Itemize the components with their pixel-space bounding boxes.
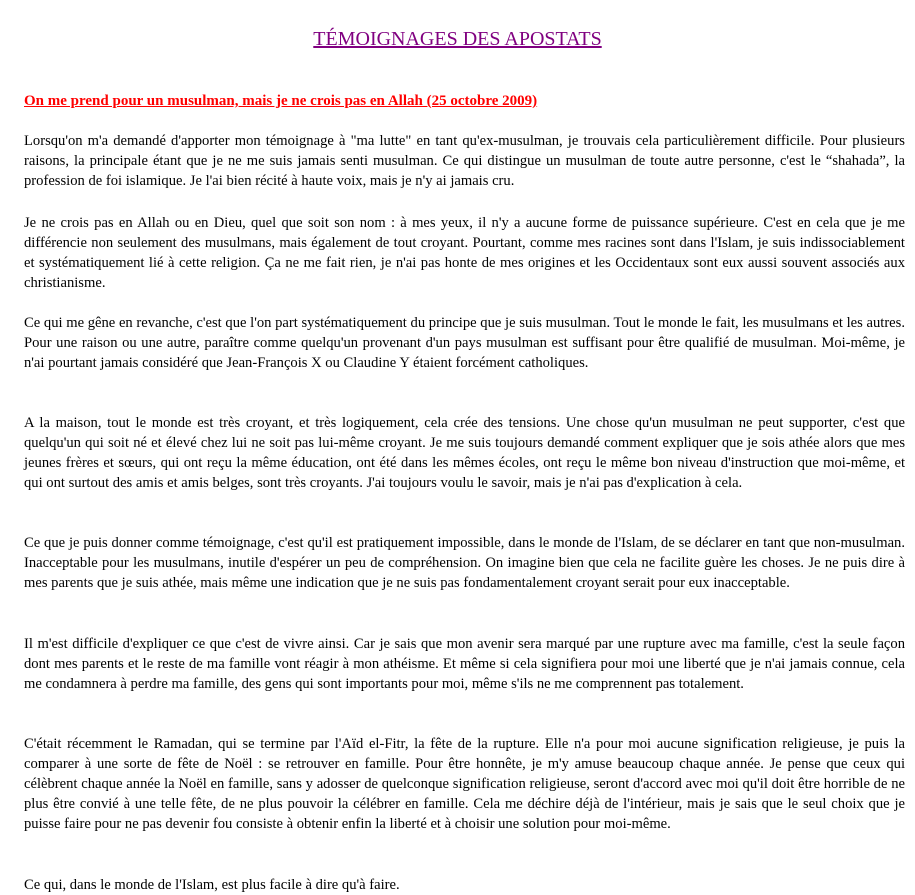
page-title: TÉMOIGNAGES DES APOSTATS (313, 28, 602, 50)
paragraph: A la maison, tout le monde est très croyant, et très logiquement, cela crée des tensions. Une chose qu'un musulman ne peut supporter, c'est que quelqu'un qui soit né et élevé chez lui ne soit pas lui-même croyant. Je me suis toujours demandé comment expliquer que je sois athée alors que mes jeunes frères et sœurs, qui ont reçu la même éducation, ont été dans les mêmes écoles, ont reçu le même bon niveau d'instruction que moi-même, et qui ont surtout des amis et amis belges, sont très croyants. J'ai toujours voulu le savoir, mais je n'ai pas d'explication à cela. (24, 415, 905, 491)
paragraph: Ce qui me gêne en revanche, c'est que l'on part systématiquement du principe que je suis musulman. Tout le monde le fait, les musulmans et les autres. Pour une raison ou une autre, paraître comme quelqu'un provenant d'un pays musulman est suffisant pour être qualifié de musulman. Moi-même, je n'ai pourtant jamais considéré que Jean-François X ou Claudine Y étaient forcément catholiques. (24, 315, 905, 371)
paragraph: Je ne crois pas en Allah ou en Dieu, quel que soit son nom : à mes yeux, il n'y a aucune forme de puissance supérieure. C'est en cela que je me différencie non seulement des musulmans, mais également de tout croyant. Pourtant, comme mes racines sont dans l'Islam, je suis indissociablement et systématiquement lié à cette religion. Ça ne me fait rien, je n'ai pas honte de mes origines et les Occidentaux sont eux aussi souvent associés aux christianisme. (24, 215, 905, 291)
paragraph: Ce que je puis donner comme témoignage, c'est qu'il est pratiquement impossible, dans le monde de l'Islam, de se déclarer en tant que non-musulman. Inacceptable pour les musulmans, inutile d'espérer un peu de compréhension. On imagine bien que cela ne facilite guère les choses. Je ne puis dire à mes parents que je suis athée, mais même une indication que je ne suis pas fondamentalement croyant serait pour eux inacceptable. (24, 535, 905, 591)
paragraph: Ce qui, dans le monde de l'Islam, est plus facile à dire qu'à faire. (24, 877, 400, 893)
paragraph: C'était récemment le Ramadan, qui se termine par l'Aïd el-Fitr, la fête de la rupture. Elle n'a pour moi aucune signification religieuse, je puis la comparer à une sorte de fête de Noël : se retrouver en famille. Pour être honnête, je m'y amuse beaucoup chaque année. Je pense que ceux qui célèbrent chaque année la Noël en famille, sans y adosser de quelconque signification religieuse, seront d'accord avec moi qu'il doit être horrible de ne plus être convié à une telle fête, de ne plus pouvoir la célébrer en famille. Cela me déchire déjà de l'intérieur, mais je sais que le seul choix que je puisse faire pour ne pas devenir fou consiste à obtenir enfin la liberté et à choisir une solution pour moi-même. (24, 736, 905, 832)
paragraph: Lorsqu'on m'a demandé d'apporter mon témoignage à "ma lutte" en tant qu'ex-musulman, je trouvais cela particulièrement difficile. Pour plusieurs raisons, la principale étant que je ne me suis jamais senti musulman. Ce qui distingue un musulman de toute autre personne, c'est le “shahada”, la profession de foi islamique. Je l'ai bien récité à haute voix, mais je n'y ai jamais cru. (24, 133, 905, 189)
paragraph: Il m'est difficile d'expliquer ce que c'est de vivre ainsi. Car je sais que mon avenir sera marqué par une rupture avec ma famille, c'est la seule façon dont mes parents et le reste de ma famille vont réagir à mon athéisme. Et même si cela signifiera pour moi une liberté que je n'ai jamais connue, cela me condamnera à perdre ma famille, des gens qui sont importants pour moi, même s'ils ne me comprennent pas totalement. (24, 636, 905, 692)
testimony-heading: On me prend pour un musulman, mais je ne crois pas en Allah (25 octobre 2009) (24, 93, 538, 109)
